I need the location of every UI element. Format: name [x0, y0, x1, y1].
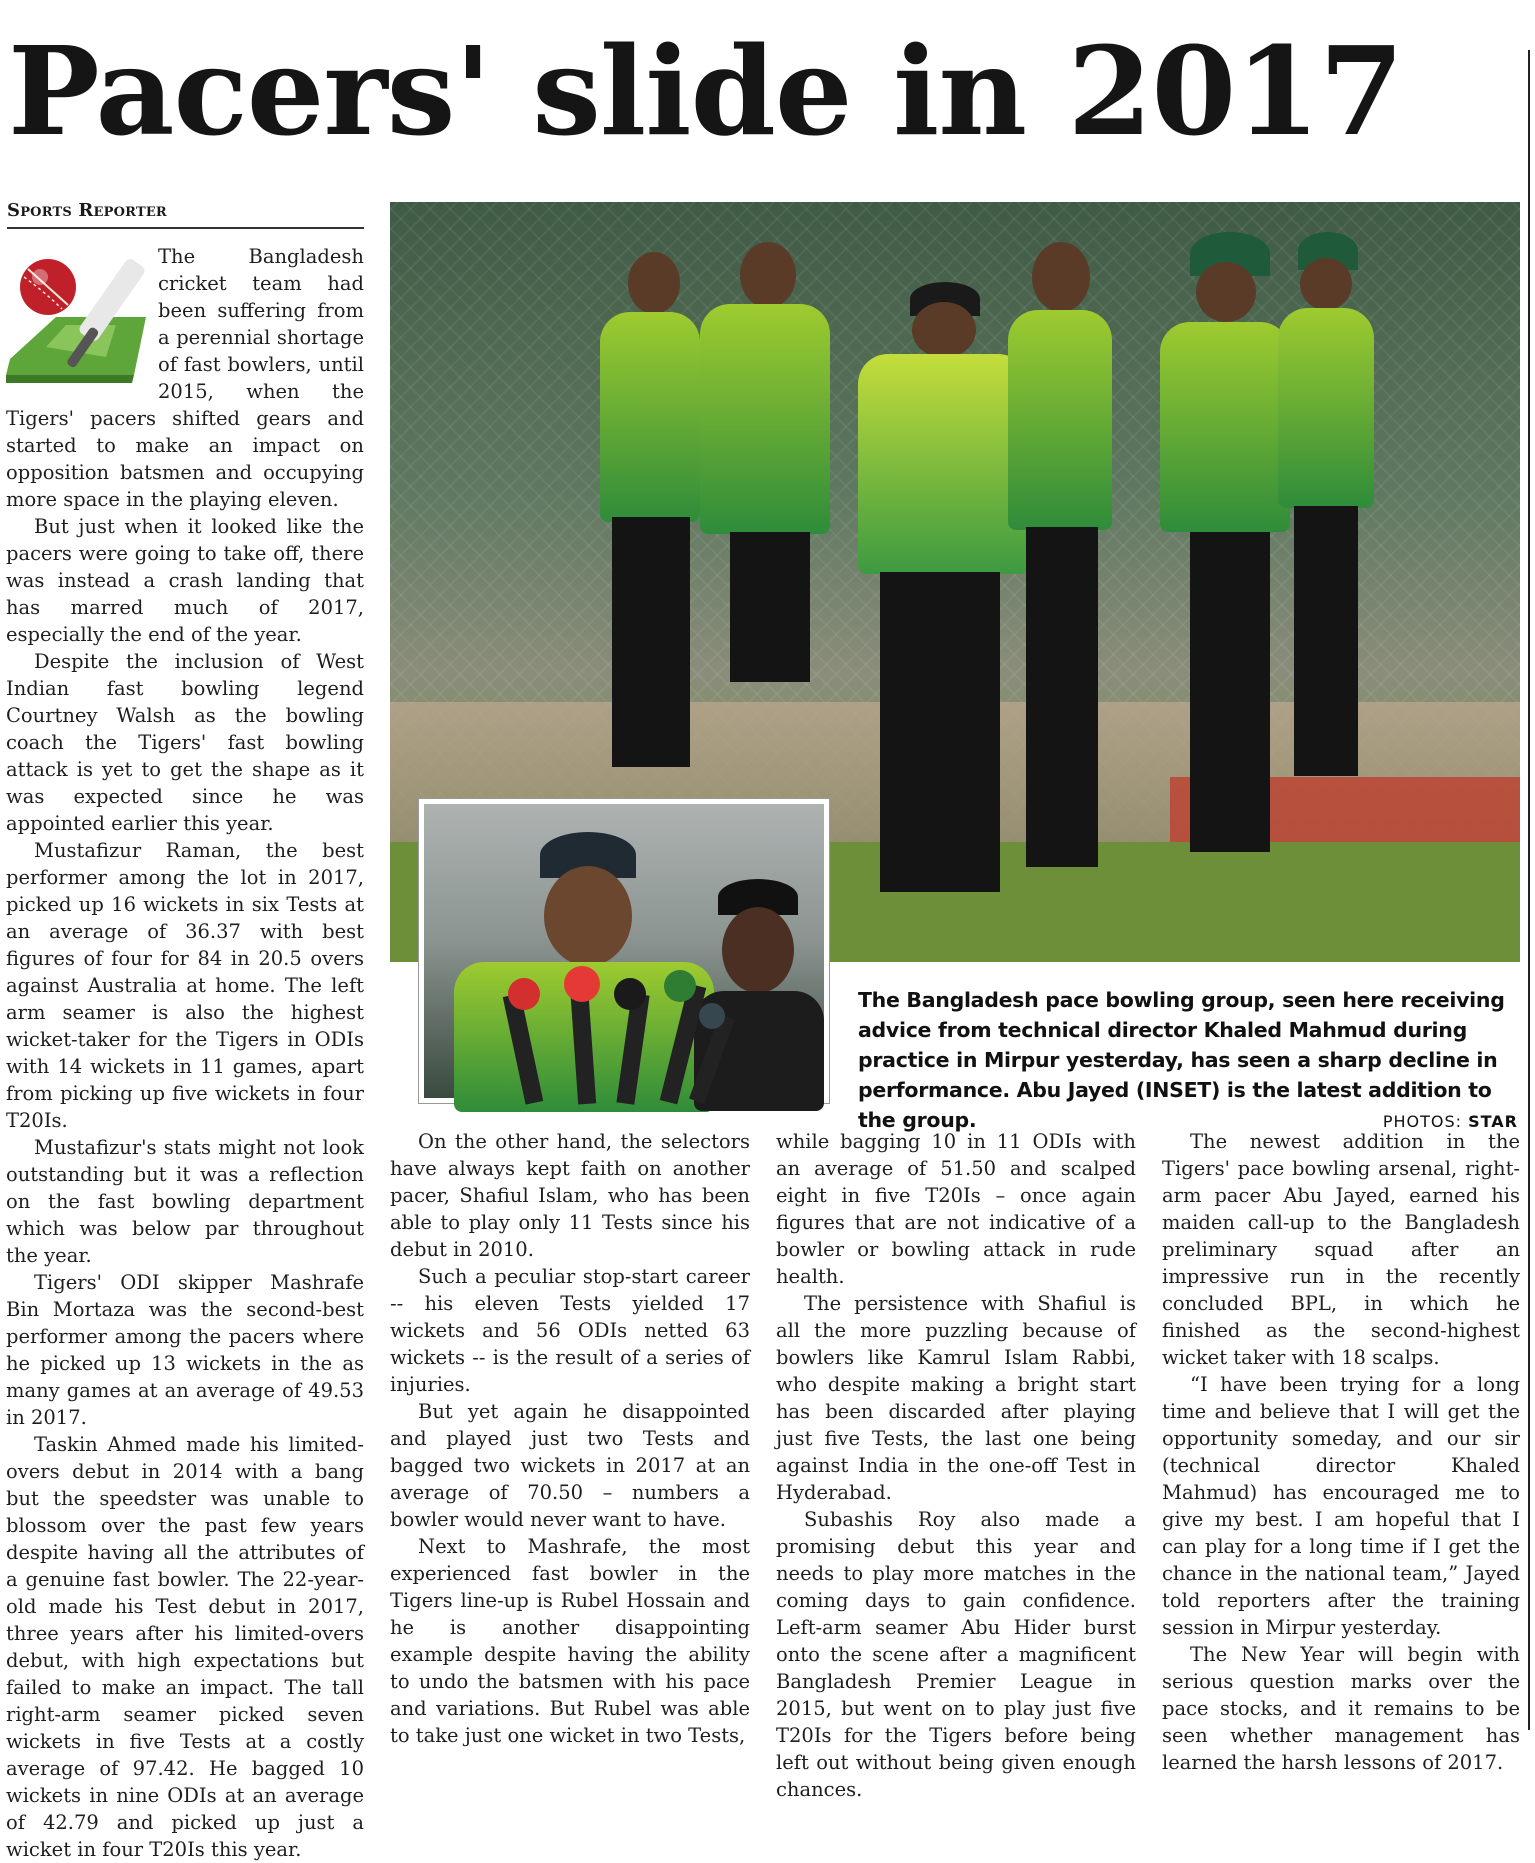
credit-label: PHOTOS: [1382, 1112, 1462, 1131]
paragraph: Next to Mashrafe, the most experienced fast bowler in the Tigers line-up is Rubel Hossain and he is another disappointing example despite having the ability to undo the batsmen with his pace and variations. But Rubel was able to take just one wicket in two Tests, [390, 1535, 750, 1747]
paragraph: But just when it looked like the pacers were going to take off, there was instead a crash landing that has marred much of 2017, especially the end of the year. [6, 515, 364, 646]
headline: Pacers' slide in 2017 [8, 19, 1404, 163]
player-figure [690, 242, 840, 742]
photo-caption [858, 985, 1518, 1137]
paragraph: Mustafizur Raman, the best performer among the lot in 2017, picked up 16 wickets in six Tests at an average of 36.37 with best figures of four for 84 in 20.5 overs against Australia at home. The left arm seamer is also the highest wicket-taker for the Tigers in ODIs with 14 wickets in 11 games, apart from picking up five wickets in four T20Is. [6, 839, 364, 1132]
paragraph: Despite the inclusion of West Indian fast bowling legend Courtney Walsh as the bowling coach the Tigers' fast bowling attack is yet to get the shape as it was expected since he was appointed earlier this year. [6, 650, 364, 835]
paragraph: The persistence with Shafiul is all the more puzzling because of bowlers like Kamrul Islam Rabbi, who despite making a bright start has been discarded after playing just five Tests, the last one being against India in the one-off Test in Hyderabad. [776, 1292, 1136, 1504]
article-column-2 [390, 1128, 750, 1747]
column-rule [1528, 50, 1530, 1730]
paragraph: while bagging 10 in 11 ODIs with an average of 51.50 and scalped eight in five T20Is – once again figures that are not indicative of a bowler or bowling attack in rude health. [776, 1130, 1136, 1288]
microphones-icon [484, 964, 744, 1104]
paragraph: Such a peculiar stop-start career -- his eleven Tests yielded 17 wickets and 56 ODIs netted 63 wickets -- is the result of a series of injuries. [390, 1265, 750, 1396]
paragraph: The Bangladesh cricket team had been suffering from a perennial shortage of fast bowlers, until 2015, when the Tigers' pacers shifted gears and started to make an impact on opposition batsmen and occupying more space in the playing eleven. [6, 245, 364, 511]
inset-photo [418, 798, 830, 1104]
cricket-ball-bat-icon [6, 247, 148, 387]
player-figure [1270, 232, 1380, 792]
paragraph: Mustafizur's stats might not look outstanding but it was a reflection on the fast bowling department which was below par throughout the year. [6, 1136, 364, 1267]
paragraph: Subashis Roy also made a promising debut this year and needs to play more matches in the coming days to gain confidence. Left-arm seamer Abu Hider burst onto the scene after a magnificent Bangladesh Premier League in 2015, but went on to play just five T20Is for the Tigers before being left out without being given enough chances. [776, 1508, 1136, 1801]
paragraph: On the other hand, the selectors have always kept faith on another pacer, Shafiul Islam, who has been able to play only 11 Tests since his debut in 2010. [390, 1130, 750, 1261]
article-column-3 [776, 1128, 1136, 1801]
paragraph: “I have been trying for a long time and believe that I will get the opportunity someday, and our sir (technical director Khaled Mahmud) has encouraged me to give my best. I am hopeful that I can play for a long time if I get the chance in the national team,” Jayed told reporters after the training session in Mirpur yesterday. [1162, 1373, 1520, 1639]
credit-source: STAR [1468, 1112, 1518, 1131]
byline: Sports Reporter [7, 200, 364, 229]
article-column-4 [1162, 1128, 1520, 1774]
paragraph: But yet again he disappointed and played just two Tests and bagged two wickets in 2017 at an average of 70.50 – numbers a bowler would never want to have. [390, 1400, 750, 1531]
paragraph: Tigers' ODI skipper Mashrafe Bin Mortaza was the second-best performer among the pacers where he picked up 13 wickets in the as many games at an average of 49.53 in 2017. [6, 1271, 364, 1429]
caption-text: The Bangladesh pace bowling group, seen here receiving advice from technical director Khaled Mahmud during practice in Mirpur yesterday, has seen a sharp decline in performance. Abu Jayed (INSET) is the latest addition to the group. [858, 988, 1505, 1132]
paragraph: The newest addition in the Tigers' pace bowling arsenal, right-arm pacer Abu Jayed, earned his maiden call-up to the Bangladesh preliminary squad after an impressive run in the recently concluded BPL, in which he finished as the second-highest wicket taker with 18 scalps. [1162, 1130, 1520, 1369]
player-figure [1000, 242, 1120, 882]
paragraph: The New Year will begin with serious question marks over the pace stocks, and it remains to be seen whether management has learned the harsh lessons of 2017. [1162, 1643, 1520, 1774]
paragraph: Taskin Ahmed made his limited-overs debut in 2014 with a bang but the speedster was unable to blossom over the past few years despite having all the attributes of a genuine fast bowler. The 22-year-old made his Test debut in 2017, three years after his limited-overs debut, with high expectations but failed to make an impact. The tall right-arm seamer picked seven wickets in five Tests at a costly average of 97.42. He bagged 10 wickets in nine ODIs at an average of 42.79 and picked up just a wicket in four T20Is this year. [6, 1433, 364, 1861]
article-column-1 [6, 243, 364, 1861]
